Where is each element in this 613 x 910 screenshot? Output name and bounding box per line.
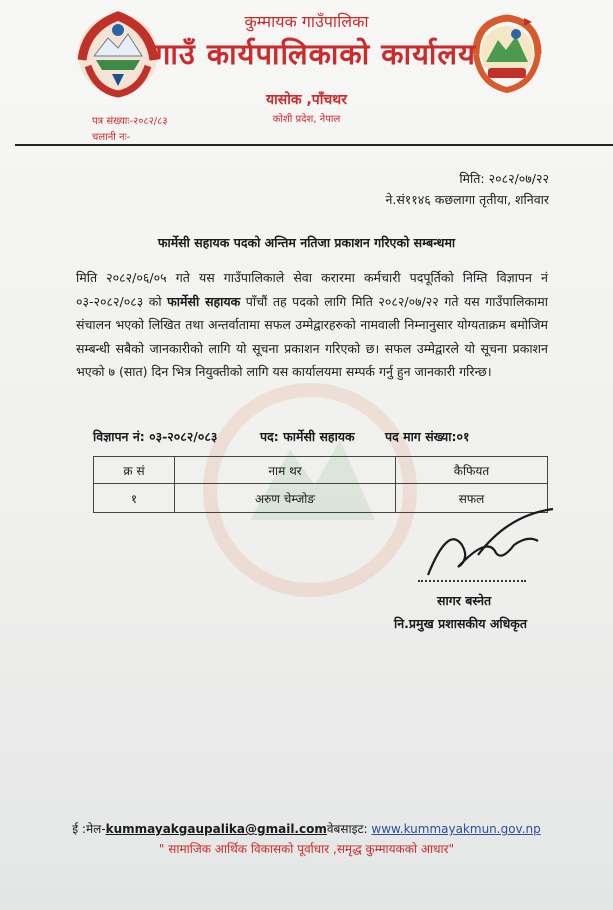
header-serial: क्र सं xyxy=(94,457,175,484)
header-name: नाम थर xyxy=(175,457,396,484)
signatory-name: सागर बस्नेत xyxy=(437,593,492,608)
table-header-row xyxy=(94,457,548,484)
subject-line: फार्मेसी सहायक पदको अन्तिम नतिजा प्रकाशन गरिएको सम्बन्धमा xyxy=(157,235,456,250)
header-remarks: कैफियत xyxy=(396,457,548,484)
address-line-1: यासोक ,पाँचथर xyxy=(266,92,347,108)
signature-icon xyxy=(418,505,558,585)
date-line: मिति: २०८२/०७/२२ xyxy=(459,171,549,186)
email-label: ई :मेल- xyxy=(72,822,106,836)
website-link[interactable]: www.kummayakmun.gov.np xyxy=(371,822,541,836)
body-text-2: पाँचौं तह पदको लागि मिति २०८२/०७/२२ गते यस गाउँपालिकामा संचालन भएको लिखित तथा अन्तर्वातामा सफल उम्मेद्वारहरुको नामवाली निम्नानुसार योग्यताक्रम बमोजिम सम्बन्धी सबैको जानकारीको लागि यो सूचना प्रकाशन गरिएको छ। सफल उम्मेद्वारले यो सूचना प्रकाशन भएको ७ (सात) दिन भित्र नियुक्तीको लागि यस कार्यालयमा सम्पर्क गर्नु हुन जानकारी गरिन्छ। xyxy=(76,293,548,379)
notice-body xyxy=(76,266,548,384)
dispatch-number: चलानी नः- xyxy=(92,132,131,143)
letter-number: पत्र संख्याः-२०८२/८३ xyxy=(92,116,168,127)
cell-remarks: सफल xyxy=(396,484,548,513)
office-title: गाउँ कार्यपालिकाको कार्यालय xyxy=(154,37,476,71)
email-link[interactable]: kummayakgaupalika@gmail.com xyxy=(105,822,327,836)
cell-name: अरुण चेम्जोङ xyxy=(175,484,396,513)
footer-motto: " सामाजिक आर्थिक विकासको पूर्वाधार ,समृद्ध कुम्मायकको आधार" xyxy=(158,842,455,856)
body-text-1: मिति २०८२/०६/०५ गते यस गाउँपालिकाले सेवा करारमा कर्मचारी पदपूर्तिको निम्ति विज्ञापन नं ०३-२०८२/०८३ को xyxy=(76,270,548,309)
signature-dotted-line xyxy=(418,578,526,582)
post-demand-count: पद माग संख्या:०१ xyxy=(385,429,470,444)
nepal-sambat-date: ने.सं११४६ कछलागा तृतीया, शनिवार xyxy=(385,192,549,207)
post-name: पद: फार्मेसी सहायक xyxy=(260,429,355,444)
cell-serial: १ xyxy=(94,484,175,513)
body-bold-post: फार्मेसी सहायक xyxy=(167,293,241,309)
website-label: वेबसाइट: xyxy=(326,822,372,836)
org-name: कुम्मायक गाउँपालिका xyxy=(244,12,369,31)
footer-contact xyxy=(0,820,613,837)
signatory-title: नि.प्रमुख प्रशासकीय अधिकृत xyxy=(394,616,528,631)
header-divider xyxy=(15,144,613,146)
advertisement-number: विज्ञापन नं: ०३-२०८२/०८३ xyxy=(93,429,218,444)
address-line-2: कोशी प्रदेश, नेपाल xyxy=(272,114,341,125)
